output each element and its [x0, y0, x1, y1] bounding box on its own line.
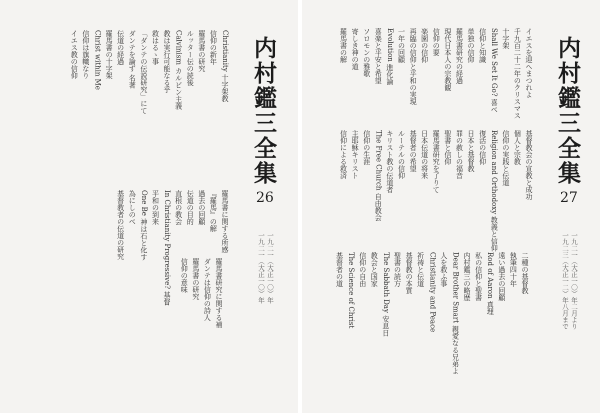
contents-item: 基督教の本質: [405, 252, 414, 294]
contents-item: 羅馬書に関する所感: [221, 190, 229, 253]
contents-item: 教は実行可能なる乎: [163, 30, 172, 93]
contents-item: 聖書の読方: [393, 252, 402, 287]
contents-item: 楽園の信仰: [420, 28, 429, 63]
left-page: [0, 0, 298, 413]
contents-item: 信仰による救済: [339, 130, 348, 179]
contents-item: 現代日本人の宗教観: [443, 28, 452, 91]
contents-item: 日本伝道の将来: [420, 130, 429, 179]
contents-item: 基督教会の宣教と成功: [525, 130, 533, 200]
contents-item: 羅馬書の解: [339, 28, 348, 63]
contents-item: 二種の基督教: [521, 252, 529, 294]
contents-item: 復活の信仰: [478, 130, 487, 165]
contents-item: 羅馬書の研究: [197, 30, 206, 72]
contents-item: 再臨の信仰と平和の実現: [409, 28, 418, 105]
contents-item: 救はるゝ事: [151, 30, 160, 65]
volume-title: 内村鑑三全集: [554, 36, 581, 186]
publication-years: [560, 232, 578, 330]
contents-item: 遠い過去の回顧: [497, 252, 506, 301]
contents-item: 日本と基督教: [467, 130, 476, 172]
contents-item: 羅馬書研究の経過: [455, 28, 464, 84]
contents-item: 祈祷と伝道: [416, 252, 425, 287]
contents-item: ソロモンの雅歌: [362, 28, 371, 77]
contents-item: The Sabbath Day 安息日: [381, 252, 390, 337]
contents-item: 寄しき神の道: [351, 28, 360, 70]
contents-item: 羅馬書の研究: [191, 258, 200, 300]
volume-number: 26: [256, 190, 274, 206]
contents-item: Dear Brother Smart 親愛なる兄弟よ: [451, 252, 460, 375]
volume-title: 内村鑑三全集: [250, 36, 277, 186]
year-end: 一九二一（大正一〇）年: [257, 232, 265, 304]
contents-bottom: [333, 252, 530, 374]
contents-item: 一年の回顧: [397, 28, 406, 63]
contents-item: Evolution 進化論: [385, 28, 394, 86]
contents-item: Rod of Aaron 真理: [486, 252, 495, 315]
contents-item: Christ within Me: [93, 30, 102, 90]
contents-item: 喜楽と平安と希望: [374, 28, 383, 84]
contents-item: 信仰の意味: [180, 258, 189, 293]
volume-number: 27: [560, 190, 578, 206]
contents-item: 伝道の経過: [116, 30, 125, 65]
contents-item: 羅馬書研究に関する補: [215, 258, 223, 328]
year-end: 一九二三（大正一二）年八月まで: [561, 232, 569, 330]
year-start: 一九二一（大正一〇）年二月より: [570, 232, 578, 330]
contents-item: 千九百二十二年のクリスマス: [513, 28, 522, 119]
contents-item: 信仰の自由: [358, 252, 367, 287]
contents-item: The Free Church 自由教会: [374, 130, 383, 221]
contents-item: 主耶穌キリスト: [351, 130, 360, 179]
contents-item: ルッター伝の読後: [186, 30, 195, 86]
contents-item: 信仰の実践と伝道: [501, 130, 510, 186]
contents-item: 平和の到来: [151, 190, 160, 225]
contents-item: One Be 神は石と化す: [139, 190, 148, 261]
contents-item: 信仰の生涯: [362, 130, 371, 165]
contents-item: 個人と宗教: [513, 130, 522, 165]
contents-item: 執筆四十年: [509, 252, 518, 287]
right-page: [302, 0, 600, 413]
contents-item: 伝道の目的: [186, 190, 195, 225]
contents-item: 信仰は旗幟なり: [81, 30, 90, 79]
contents-item: 信仰と知識: [478, 28, 487, 63]
contents-right: [178, 258, 224, 328]
contents-item: 人を救ふ事: [439, 252, 448, 287]
contents-item: 教会と国家: [370, 252, 379, 287]
contents-item: The Science of Christ: [347, 252, 356, 329]
contents-item: キリスト教の伝道者: [385, 130, 394, 193]
contents-item: 為にしのべ: [128, 190, 137, 225]
contents-item: 十字架: [501, 28, 510, 49]
contents-item: ルーテルの信仰: [397, 130, 406, 179]
contents-item: Christianity and Peace: [428, 252, 437, 333]
contents-item: 私の信仰と聖書: [474, 252, 483, 301]
contents-item: 『羅馬』の解: [209, 190, 218, 232]
contents-top: [68, 30, 230, 114]
contents-item: 罪の赦しの福音: [455, 130, 464, 179]
contents-item: ダンテは信仰の詩人: [203, 258, 212, 321]
contents-item: 単独の信仰: [467, 28, 476, 63]
contents-item: 基督者の道: [335, 252, 344, 287]
contents-item: Calvinism カルビン主義: [174, 30, 183, 110]
contents-item: ダンテを論ず 名著: [128, 30, 137, 89]
contents-middle: [337, 130, 534, 251]
contents-item: 信仰の要: [432, 28, 441, 56]
contents-item: 直根の教会: [174, 190, 183, 225]
contents-item: Religion and Orthodoxy 教義と信仰: [490, 130, 499, 252]
contents-item: In Christianity Progressive? 基督: [163, 190, 172, 306]
contents-item: 信仰の新年: [209, 30, 218, 65]
contents-top: [337, 28, 534, 119]
contents-item: 内村鑑三の略歴: [463, 252, 472, 301]
contents-item: 基督教者の伝道の研究: [116, 190, 125, 260]
year-start: 一九二一（大正一〇）年: [266, 232, 274, 304]
contents-item: Shall We Set It Go? 喜べ: [490, 28, 499, 113]
contents-item: 羅馬書の十字架: [105, 30, 114, 79]
contents-item: 聖書と信仰: [443, 130, 452, 165]
publication-years: [256, 232, 274, 304]
contents-item: 「ダンテの伝説研究」にて: [139, 30, 148, 114]
contents-item: Christianity 十字架教: [221, 30, 229, 103]
contents-item: 過去の回顧: [197, 190, 206, 225]
contents-item: 基督者の希望: [409, 130, 418, 172]
contents-item: イエス教の信仰: [70, 30, 79, 79]
contents-item: イエスを迎へまつれよ: [525, 28, 533, 98]
contents-item: 羅馬書研究を了りて: [432, 130, 441, 193]
